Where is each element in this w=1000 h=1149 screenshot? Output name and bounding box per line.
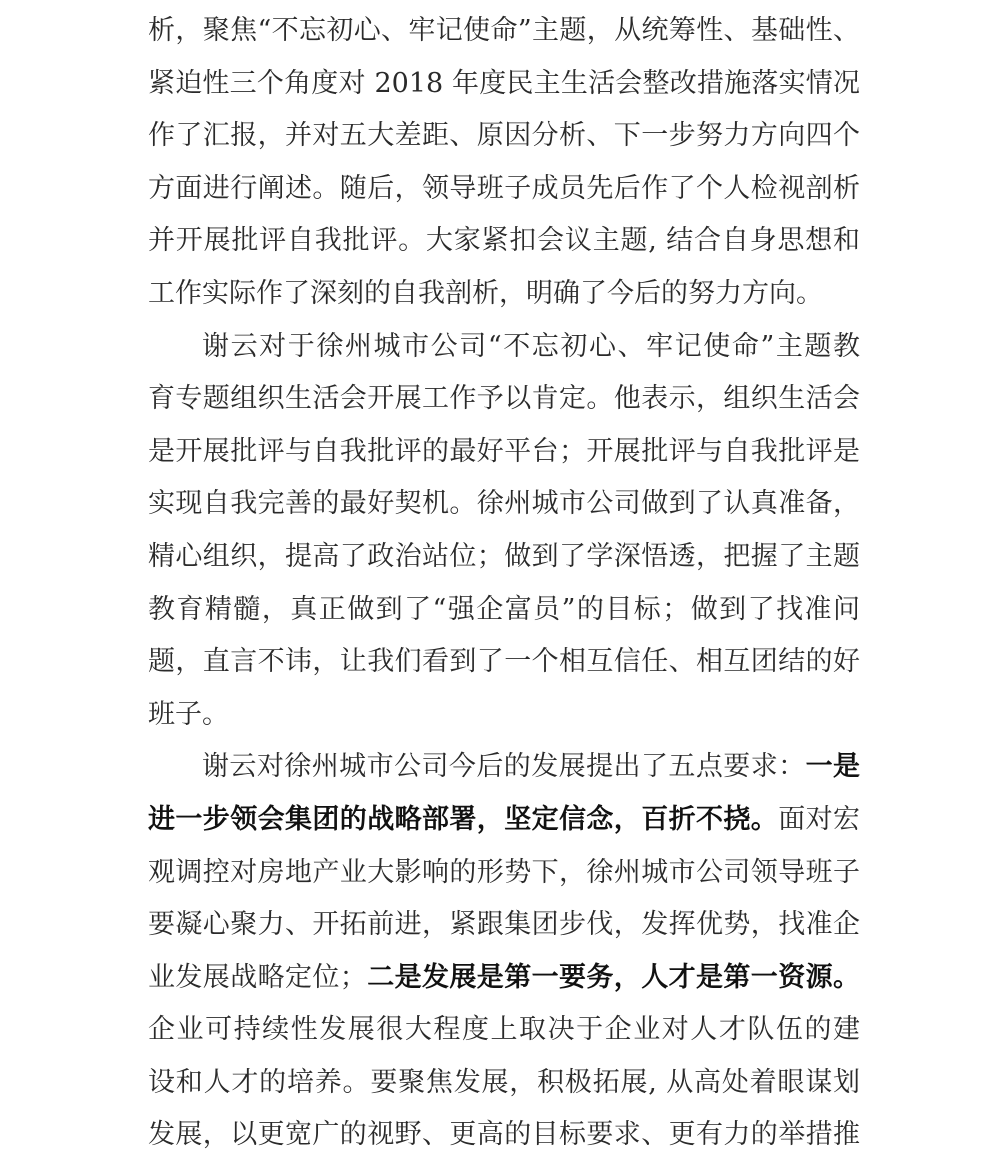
text-line xyxy=(148,373,860,426)
text-line xyxy=(148,1004,860,1057)
bold-text-segment: 二是发展是第一要务，人才是第一资源。 xyxy=(366,961,860,993)
text-line xyxy=(148,899,860,952)
text-segment: 班子。 xyxy=(148,698,229,730)
text-line xyxy=(148,215,860,268)
text-line xyxy=(148,794,860,847)
text-segment: 业发展战略定位； xyxy=(148,961,367,993)
text-segment: 作了汇报，并对五大差距、原因分析、下一步努力方向四个 xyxy=(148,120,860,152)
text-segment: 是开展批评与自我批评的最好平台；开展批评与自我批评是 xyxy=(148,435,860,467)
text-line xyxy=(148,58,860,111)
text-segment: 精心组织，提高了政治站位；做到了学深悟透，把握了主题 xyxy=(148,540,860,572)
bold-text-segment: 一是 xyxy=(805,751,860,783)
text-segment: 谢云对于徐州城市公司“不忘初心、牢记使命”主题教 xyxy=(202,330,860,362)
text-segment: 企业可持续性发展很大程度上取决于企业对人才队伍的建 xyxy=(148,1014,860,1046)
text-line xyxy=(148,1109,860,1149)
text-line xyxy=(148,110,860,163)
text-segment: 育专题组织生活会开展工作予以肯定。他表示，组织生活会 xyxy=(148,383,860,415)
text-line xyxy=(148,636,860,689)
text-line xyxy=(148,952,860,1005)
text-line xyxy=(148,689,860,742)
text-line xyxy=(148,1057,860,1110)
text-line xyxy=(148,426,860,479)
text-line xyxy=(148,163,860,216)
text-segment: 并开展批评自我批评。大家紧扣会议主题, 结合自身思想和 xyxy=(148,225,860,257)
text-line xyxy=(148,321,860,374)
text-segment: 设和人才的培养。要聚焦发展，积极拓展, 从高处着眼谋划 xyxy=(148,1066,860,1098)
text-line xyxy=(148,478,860,531)
text-segment: 谢云对徐州城市公司今后的发展提出了五点要求： xyxy=(202,751,806,783)
text-column xyxy=(148,5,860,1149)
text-segment: 观调控对房地产业大影响的形势下，徐州城市公司领导班子 xyxy=(148,856,860,888)
text-segment: 要凝心聚力、开拓前进，紧跟集团步伐，发挥优势，找准企 xyxy=(148,909,860,941)
text-line xyxy=(148,531,860,584)
text-line xyxy=(148,847,860,900)
text-segment: 方面进行阐述。随后，领导班子成员先后作了个人检视剖析 xyxy=(148,172,860,204)
text-segment: 面对宏 xyxy=(778,803,860,835)
text-segment: 题，直言不讳，让我们看到了一个相互信任、相互团结的好 xyxy=(148,646,860,678)
text-segment: 实现自我完善的最好契机。徐州城市公司做到了认真准备， xyxy=(148,488,860,520)
text-line xyxy=(148,584,860,637)
bold-text-segment: 进一步领会集团的战略部署，坚定信念，百折不挠。 xyxy=(148,803,779,835)
text-segment: 教育精髓，真正做到了“强企富员”的目标；做到了找准问 xyxy=(148,593,860,625)
text-segment: 紧迫性三个角度对 2018 年度民主生活会整改措施落实情况 xyxy=(148,67,860,99)
text-line xyxy=(148,741,860,794)
text-line xyxy=(148,5,860,58)
text-segment: 析，聚焦“不忘初心、牢记使命”主题，从统筹性、基础性、 xyxy=(148,15,860,46)
text-segment: 工作实际作了深刻的自我剖析，明确了今后的努力方向。 xyxy=(148,277,823,309)
text-segment: 发展，以更宽广的视野、更高的目标要求、更有力的举措推 xyxy=(148,1119,860,1149)
text-line xyxy=(148,268,860,321)
